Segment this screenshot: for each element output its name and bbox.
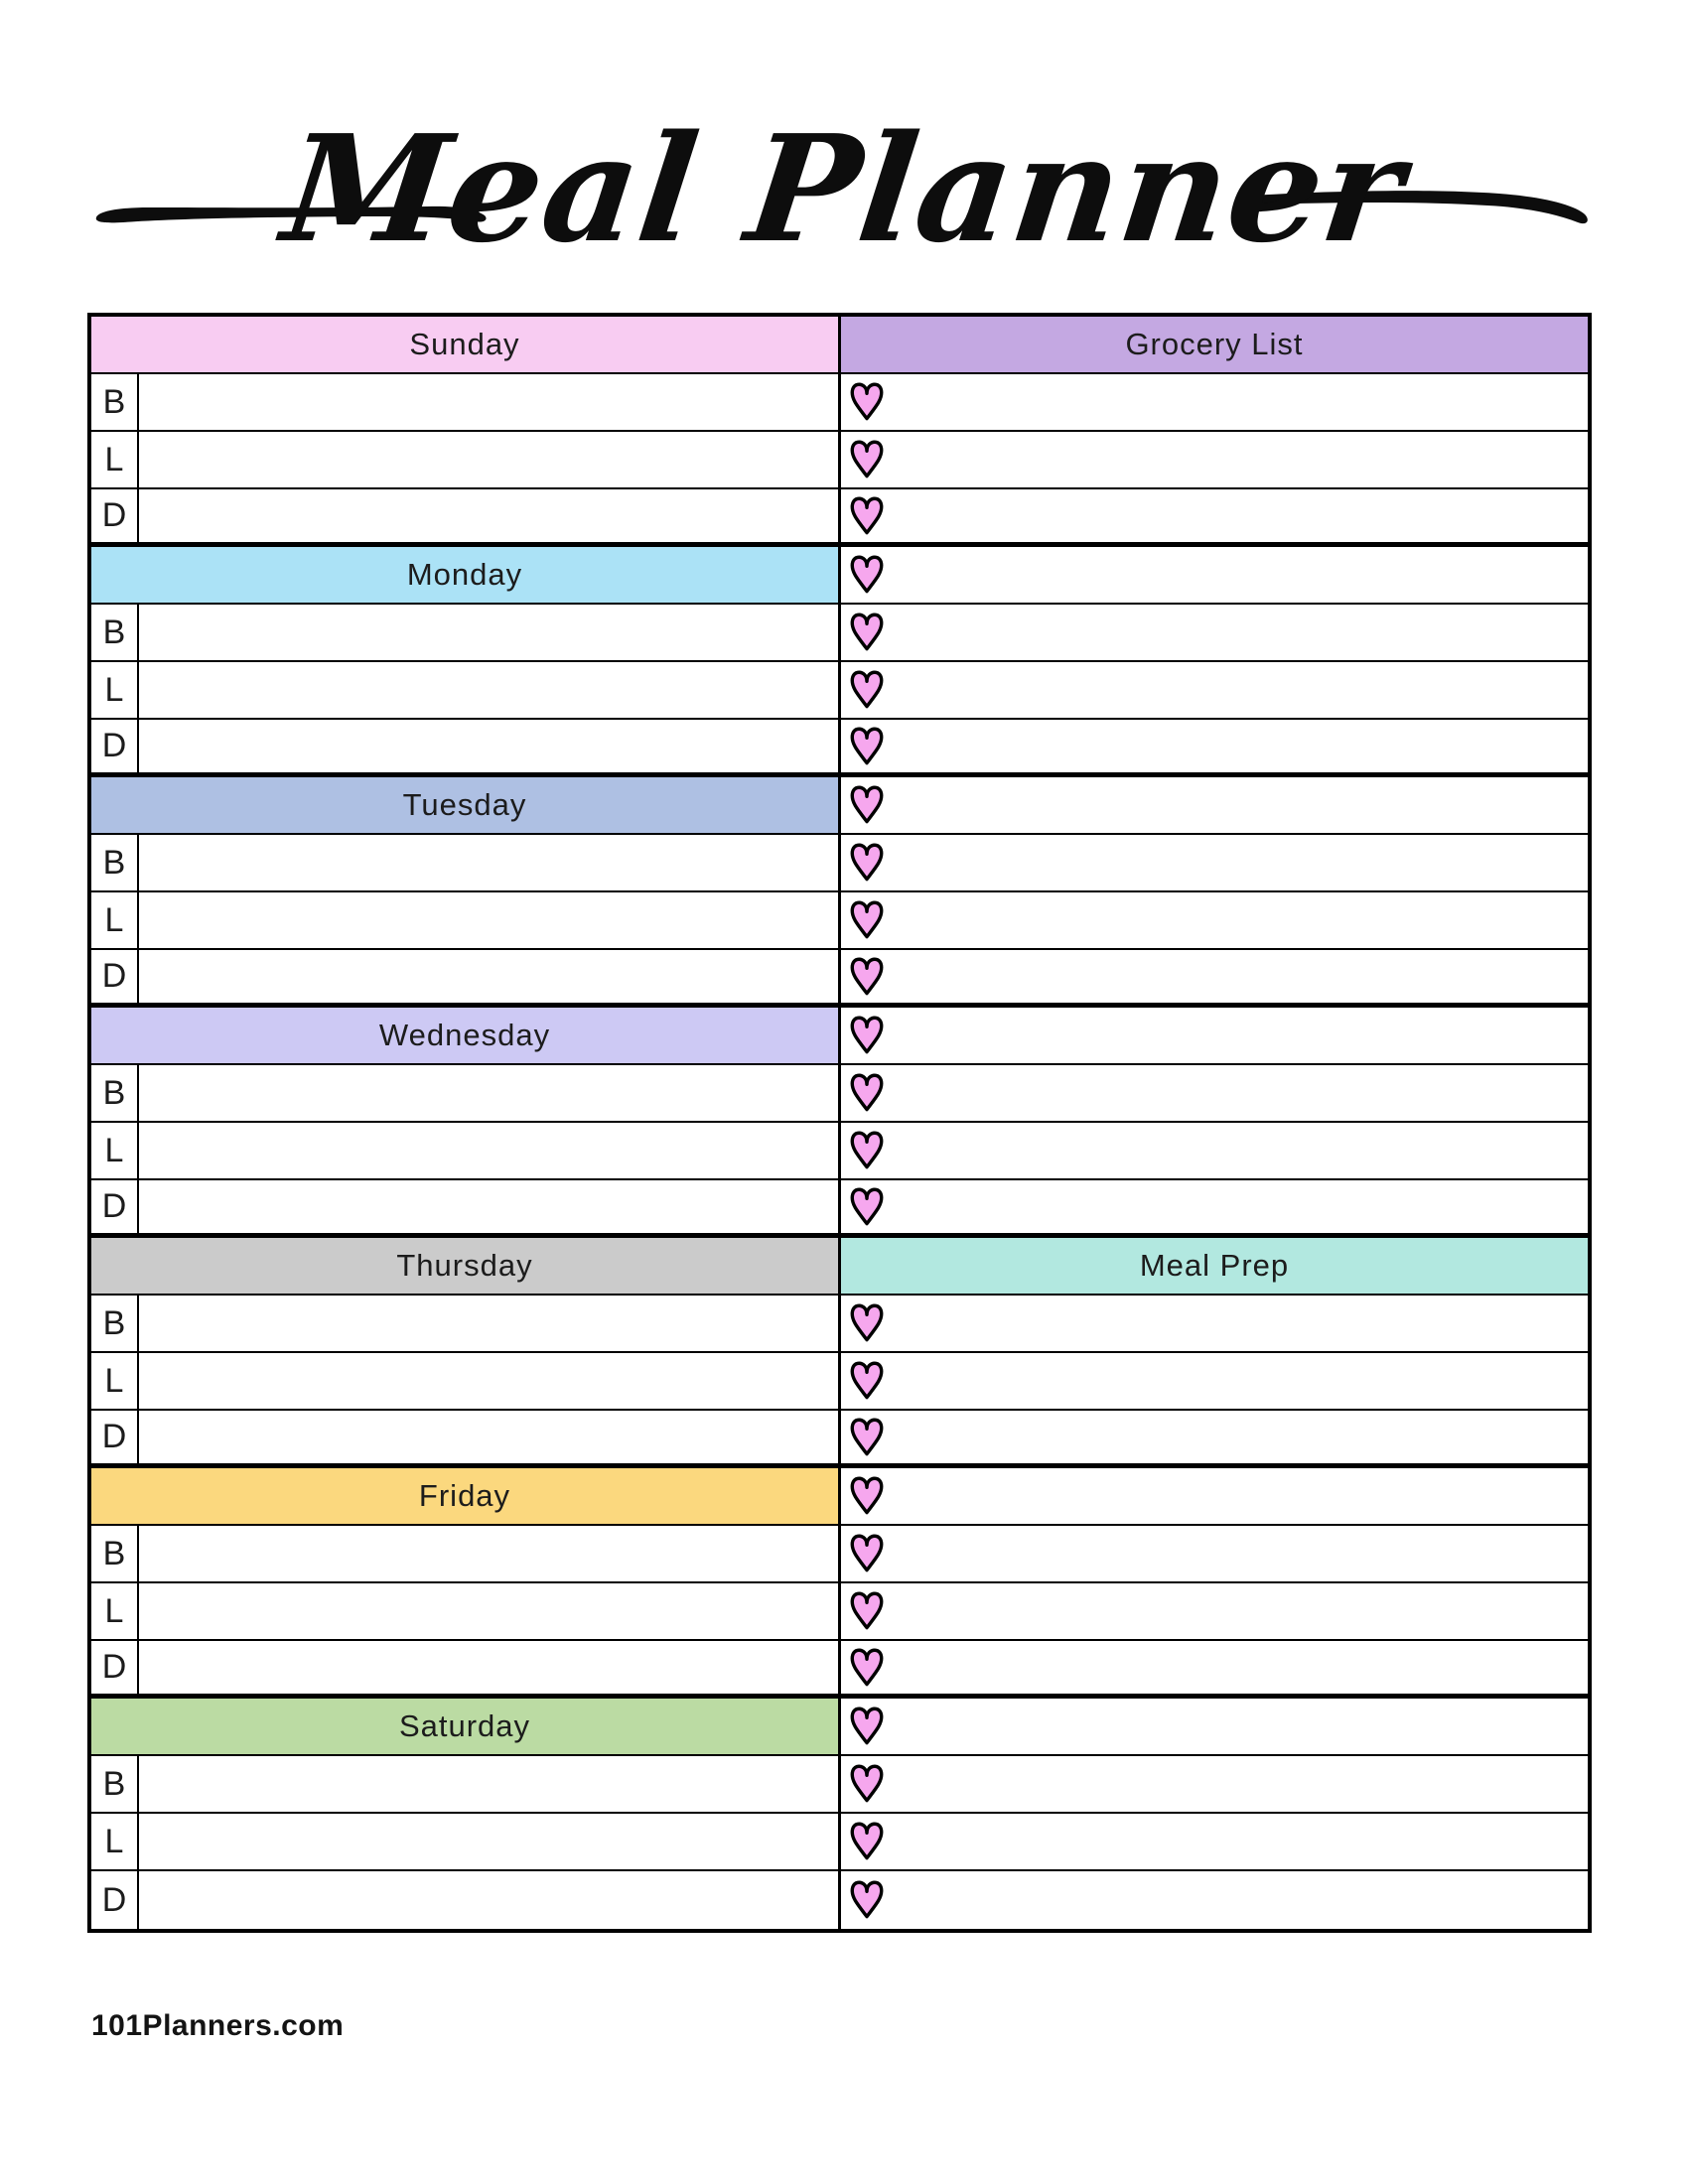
row-wednesday-lunch: [91, 1123, 1588, 1180]
meal-entry-blank: [139, 374, 838, 430]
row-thursday-header: [91, 1238, 1588, 1296]
meal-prep-line: [841, 1699, 1588, 1754]
heart-icon: [850, 898, 884, 942]
grocery-list-line: [841, 1123, 1588, 1178]
meal-label-lunch: L: [91, 1123, 139, 1178]
day-name: Thursday: [396, 1248, 533, 1283]
grocery-list-line: [841, 374, 1588, 430]
row-saturday-header: [91, 1699, 1588, 1756]
heart-icon: [850, 1820, 884, 1863]
row-thursday-lunch: [91, 1353, 1588, 1411]
meal-entry-blank: [139, 835, 838, 890]
row-saturday-lunch: [91, 1814, 1588, 1871]
meal-prep-line: [841, 1814, 1588, 1869]
site-credit: 101Planners.com: [91, 2009, 345, 2042]
heart-icon: [850, 1359, 884, 1403]
day-header-sunday: [91, 317, 838, 372]
meal-entry-blank: [139, 1814, 838, 1869]
meal-entry-blank: [139, 432, 838, 487]
grocery-list-line: [841, 1180, 1588, 1233]
meal-label-dinner: D: [91, 720, 139, 772]
meal-label-dinner: D: [91, 1641, 139, 1694]
meal-label-breakfast: B: [91, 1756, 139, 1812]
heart-icon: [850, 841, 884, 885]
title-block: [0, 69, 1688, 308]
row-friday-header: [91, 1468, 1588, 1526]
grocery-list-line: [841, 489, 1588, 542]
meal-entry-blank: [139, 1123, 838, 1178]
heart-icon: [850, 1532, 884, 1575]
row-tuesday-breakfast: [91, 835, 1588, 892]
heart-icon: [850, 611, 884, 654]
heart-icon: [850, 553, 884, 597]
heart-icon: [850, 1474, 884, 1518]
meal-prep-line: [841, 1871, 1588, 1929]
meal-entry-blank: [139, 662, 838, 718]
meal-prep-line: [841, 1296, 1588, 1351]
meal-entry-blank: [139, 1526, 838, 1581]
heart-icon: [850, 955, 884, 999]
day-name: Monday: [406, 557, 523, 592]
meal-prep-header: [841, 1238, 1588, 1294]
meal-label-dinner: D: [91, 950, 139, 1003]
grocery-list-line: [841, 892, 1588, 948]
heart-icon: [850, 1129, 884, 1172]
grocery-list-line: [841, 720, 1588, 772]
grocery-list-line: [841, 1065, 1588, 1121]
meal-prep-line: [841, 1468, 1588, 1524]
grocery-list-line: [841, 605, 1588, 660]
row-monday-breakfast: [91, 605, 1588, 662]
row-saturday-dinner: [91, 1871, 1588, 1929]
meal-label-dinner: D: [91, 1871, 139, 1929]
meal-entry-blank: [139, 1180, 838, 1233]
row-wednesday-header: [91, 1008, 1588, 1065]
meal-prep-line: [841, 1526, 1588, 1581]
heart-icon: [850, 1071, 884, 1115]
row-friday-breakfast: [91, 1526, 1588, 1583]
heart-icon: [850, 1301, 884, 1345]
heart-icon: [850, 783, 884, 827]
meal-prep-line: [841, 1583, 1588, 1639]
row-tuesday-header: [91, 777, 1588, 835]
row-tuesday-lunch: [91, 892, 1588, 950]
row-monday-dinner: [91, 720, 1588, 777]
day-name: Sunday: [409, 327, 520, 361]
row-friday-lunch: [91, 1583, 1588, 1641]
meal-entry-blank: [139, 1353, 838, 1409]
meal-label-breakfast: B: [91, 1526, 139, 1581]
row-saturday-breakfast: [91, 1756, 1588, 1814]
meal-entry-blank: [139, 1065, 838, 1121]
meal-label-breakfast: B: [91, 605, 139, 660]
heart-icon: [850, 1416, 884, 1459]
day-name: Tuesday: [402, 787, 527, 822]
heart-icon: [850, 1762, 884, 1806]
heart-icon: [850, 668, 884, 712]
grocery-list-title: Grocery List: [1125, 327, 1304, 361]
meal-entry-blank: [139, 489, 838, 542]
heart-icon: [850, 380, 884, 424]
meal-prep-line: [841, 1641, 1588, 1694]
meal-entry-blank: [139, 1756, 838, 1812]
meal-prep-line: [841, 1353, 1588, 1409]
day-name: Friday: [418, 1478, 511, 1513]
meal-label-dinner: D: [91, 1411, 139, 1463]
heart-icon: [850, 438, 884, 481]
row-monday-lunch: [91, 662, 1588, 720]
heart-icon: [850, 1705, 884, 1748]
heart-icon: [850, 1589, 884, 1633]
grocery-list-line: [841, 662, 1588, 718]
day-header-monday: [91, 547, 838, 603]
day-header-friday: [91, 1468, 838, 1524]
meal-prep-title: Meal Prep: [1139, 1248, 1290, 1283]
meal-label-breakfast: B: [91, 835, 139, 890]
meal-label-breakfast: B: [91, 374, 139, 430]
grocery-list-header: [841, 317, 1588, 372]
heart-icon: [850, 1646, 884, 1690]
row-sunday-breakfast: [91, 374, 1588, 432]
row-thursday-dinner: [91, 1411, 1588, 1468]
meal-label-lunch: L: [91, 662, 139, 718]
day-header-thursday: [91, 1238, 838, 1294]
meal-label-dinner: D: [91, 1180, 139, 1233]
grocery-list-line: [841, 432, 1588, 487]
day-header-tuesday: [91, 777, 838, 833]
row-friday-dinner: [91, 1641, 1588, 1699]
heart-icon: [850, 1878, 884, 1922]
heart-icon: [850, 1185, 884, 1229]
row-sunday-dinner: [91, 489, 1588, 547]
grocery-list-line: [841, 950, 1588, 1003]
day-name: Wednesday: [378, 1018, 551, 1052]
planner-table: [87, 313, 1592, 1933]
grocery-list-line: [841, 1008, 1588, 1063]
grocery-list-line: [841, 835, 1588, 890]
meal-label-lunch: L: [91, 1814, 139, 1869]
day-header-saturday: [91, 1699, 838, 1754]
grocery-list-line: [841, 777, 1588, 833]
page-title: Meal Planner: [275, 102, 1413, 275]
meal-entry-blank: [139, 1583, 838, 1639]
row-sunday-lunch: [91, 432, 1588, 489]
row-monday-header: [91, 547, 1588, 605]
heart-icon: [850, 725, 884, 768]
row-sunday-header: [91, 317, 1588, 374]
meal-entry-blank: [139, 1296, 838, 1351]
meal-entry-blank: [139, 720, 838, 772]
meal-label-lunch: L: [91, 1583, 139, 1639]
meal-entry-blank: [139, 950, 838, 1003]
meal-prep-line: [841, 1411, 1588, 1463]
meal-label-lunch: L: [91, 432, 139, 487]
meal-entry-blank: [139, 1641, 838, 1694]
row-tuesday-dinner: [91, 950, 1588, 1008]
row-wednesday-dinner: [91, 1180, 1588, 1238]
row-wednesday-breakfast: [91, 1065, 1588, 1123]
meal-label-lunch: L: [91, 892, 139, 948]
heart-icon: [850, 494, 884, 538]
meal-entry-blank: [139, 1871, 838, 1929]
meal-entry-blank: [139, 605, 838, 660]
meal-entry-blank: [139, 1411, 838, 1463]
meal-label-breakfast: B: [91, 1065, 139, 1121]
meal-prep-line: [841, 1756, 1588, 1812]
heart-icon: [850, 1014, 884, 1057]
meal-label-lunch: L: [91, 1353, 139, 1409]
grocery-list-line: [841, 547, 1588, 603]
meal-label-dinner: D: [91, 489, 139, 542]
row-thursday-breakfast: [91, 1296, 1588, 1353]
day-header-wednesday: [91, 1008, 838, 1063]
day-name: Saturday: [398, 1708, 531, 1743]
meal-entry-blank: [139, 892, 838, 948]
meal-label-breakfast: B: [91, 1296, 139, 1351]
